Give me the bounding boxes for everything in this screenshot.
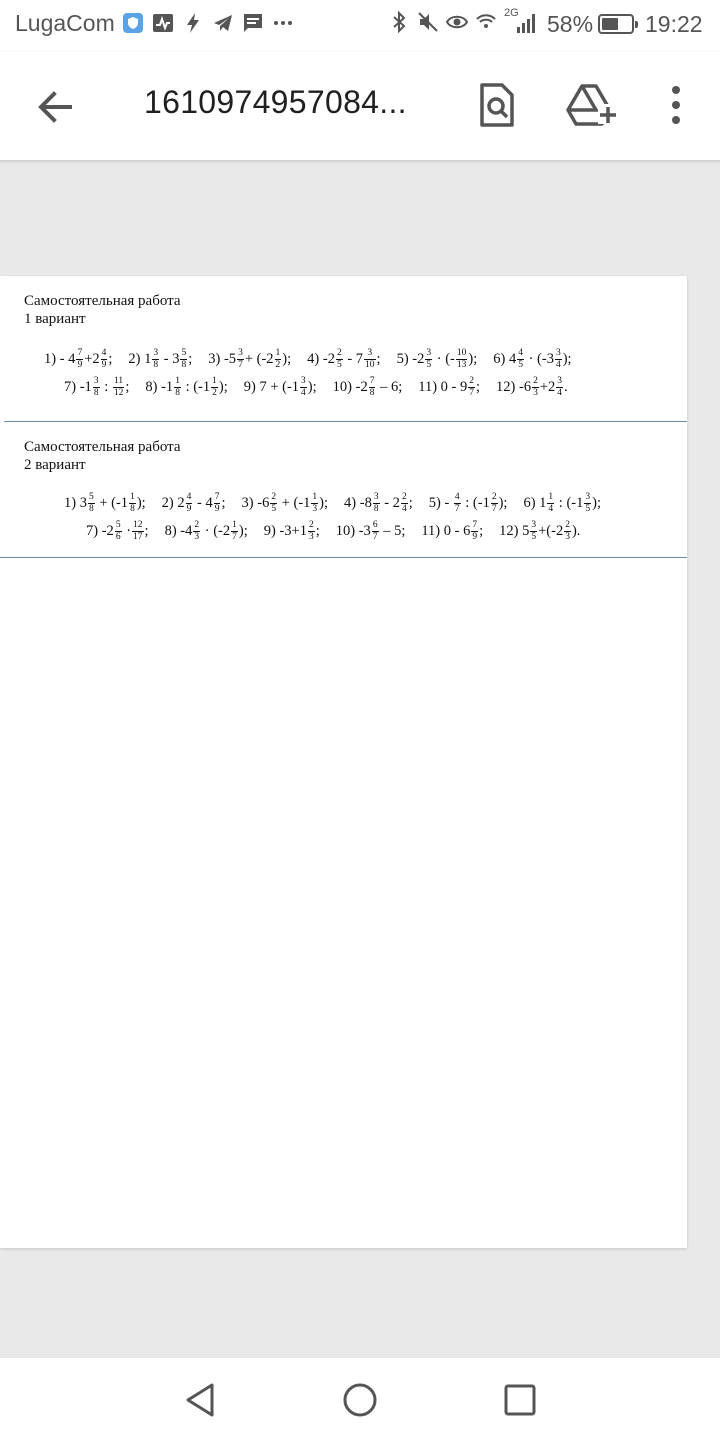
exercise-number: 10) <box>335 522 359 539</box>
fraction-denominator: 8 <box>373 504 379 514</box>
fraction <box>180 348 187 371</box>
exercise-text: + (-2 <box>244 350 274 367</box>
exercise-number: 4) <box>344 494 360 511</box>
exercise-number: 1) <box>44 350 60 367</box>
telegram-icon <box>212 12 234 34</box>
exercise-text: - 2 <box>380 494 400 511</box>
exercise-text: +2 <box>539 378 556 395</box>
exercise-text: - <box>444 494 453 511</box>
exercise-text: ); <box>592 494 601 511</box>
exercise-item <box>161 492 226 514</box>
fraction <box>275 348 282 371</box>
fraction <box>456 348 468 371</box>
exercise-number: 10) <box>332 378 356 395</box>
fraction-numerator: 2 <box>336 348 342 358</box>
fraction <box>115 520 122 543</box>
fraction-denominator: 8 <box>130 504 135 514</box>
fraction <box>425 348 432 371</box>
fraction-numerator: 1 <box>232 520 237 530</box>
fraction <box>76 348 83 371</box>
exercise-item <box>164 520 248 542</box>
exercise-number: 4) <box>307 350 323 367</box>
battery-fill <box>602 18 618 30</box>
variant-1-heading <box>24 292 181 328</box>
exercise-text: ); <box>498 494 508 511</box>
fraction-numerator: 3 <box>367 348 373 358</box>
fraction-numerator: 3 <box>373 492 379 502</box>
exercise-text: ; <box>408 494 413 511</box>
fraction <box>454 492 461 515</box>
fraction-numerator: 5 <box>115 520 121 530</box>
fraction <box>300 376 307 399</box>
exercise-text: 1 <box>539 494 547 511</box>
fraction <box>373 492 380 515</box>
exercise-text: -6 <box>519 378 532 395</box>
fraction-denominator: 3 <box>308 532 314 542</box>
fraction-numerator: 2 <box>401 492 407 502</box>
exercise-text: +(-2 <box>538 522 564 539</box>
fraction-denominator: 17 <box>133 532 143 542</box>
exercise-text: 4 <box>508 350 517 367</box>
fraction-numerator: 4 <box>454 492 460 502</box>
exercise-text: 7 + (-1 <box>259 378 300 395</box>
exercise-number: 3) <box>241 494 258 511</box>
fraction-denominator: 4 <box>301 388 306 398</box>
exercise-text: ); <box>238 522 248 539</box>
exercise-text: : (-1 <box>461 494 490 511</box>
fraction-denominator: 9 <box>472 532 478 542</box>
fraction <box>152 348 159 371</box>
exercise-text: ; <box>144 522 149 539</box>
fraction-denominator: 5 <box>271 504 277 514</box>
exercise-text: ; <box>479 522 484 539</box>
navigation-bar <box>0 1358 720 1440</box>
fraction-denominator: 3 <box>533 388 538 398</box>
fraction-denominator: 6 <box>115 532 121 542</box>
fraction-denominator: 5 <box>336 360 342 370</box>
exercise-text: · (- <box>433 350 455 367</box>
fraction-denominator: 9 <box>214 504 220 514</box>
variant-heading-number: 2 вариант <box>24 457 86 473</box>
exercise-item <box>418 376 481 398</box>
battery-percent: 58% <box>547 11 594 37</box>
status-bar <box>0 0 720 52</box>
exercise-number: 12) <box>496 378 520 395</box>
fraction <box>336 348 343 371</box>
fraction-denominator: 7 <box>491 504 497 514</box>
fraction-numerator: 5 <box>88 492 94 502</box>
exercise-number: 8) <box>145 378 162 395</box>
variant-heading-number: 1 вариант <box>24 311 86 327</box>
fraction <box>372 520 379 543</box>
exercise-text: ); <box>136 494 146 511</box>
exercise-text: + (-1 <box>278 494 311 511</box>
fraction-denominator: 4 <box>401 504 407 514</box>
fraction-numerator: 7 <box>77 348 83 358</box>
exercise-text: · (-3 <box>524 350 554 367</box>
fraction-numerator: 3 <box>238 348 243 358</box>
fraction-numerator: 7 <box>214 492 220 502</box>
fraction-denominator: 5 <box>585 504 591 514</box>
fraction-denominator: 3 <box>194 532 200 542</box>
exercise-item <box>428 492 508 514</box>
battery-icon <box>598 14 634 34</box>
fraction-denominator: 5 <box>426 360 432 370</box>
notification-icons <box>122 12 294 34</box>
fraction-denominator: 8 <box>88 504 94 514</box>
exercise-number: 8) <box>164 522 181 539</box>
app-bar <box>0 52 720 161</box>
fraction <box>214 492 221 515</box>
nav-home-icon[interactable] <box>340 1380 380 1420</box>
exercise-text: · <box>122 522 132 539</box>
exercise-text: ; <box>188 350 193 367</box>
exercise-text: -2 <box>322 350 335 367</box>
exercise-item <box>44 348 113 370</box>
exercise-item <box>128 348 193 370</box>
fraction <box>113 376 125 399</box>
fraction <box>88 492 95 515</box>
exercise-text: -2 <box>355 378 368 395</box>
exercise-text: -3 <box>358 522 371 539</box>
fraction-numerator: 1 <box>548 492 554 502</box>
fraction-numerator: 1 <box>130 492 135 502</box>
fraction <box>471 520 478 543</box>
fraction-numerator: 7 <box>369 376 375 386</box>
fraction-numerator: 2 <box>491 492 497 502</box>
fraction-numerator: 4 <box>518 348 523 358</box>
variant-heading-title: Самостоятельная работа <box>24 293 181 309</box>
fraction-numerator: 4 <box>186 492 192 502</box>
exercise-number: 12) <box>499 522 523 539</box>
variant-2-heading <box>24 438 181 474</box>
exercise-item <box>241 492 329 514</box>
exercise-item <box>335 520 406 542</box>
carrier-name: LugaCom <box>15 10 115 36</box>
fraction-numerator: 5 <box>181 348 187 358</box>
fraction-numerator: 1 <box>275 348 281 358</box>
exercise-text: -2 <box>101 522 114 539</box>
exercise-text: -6 <box>257 494 270 511</box>
fraction <box>555 348 562 371</box>
fraction-numerator: 3 <box>426 348 432 358</box>
fraction <box>530 520 537 543</box>
exercise-text: 1 <box>144 350 152 367</box>
exercise-number: 9) <box>243 378 260 395</box>
fraction-numerator: 2 <box>194 520 200 530</box>
fraction <box>174 376 181 399</box>
exercise-text: ; <box>108 350 113 367</box>
fraction <box>129 492 136 515</box>
fraction-denominator: 7 <box>469 388 475 398</box>
fraction-denominator: 7 <box>232 532 237 542</box>
fraction-denominator: 7 <box>454 504 460 514</box>
exercise-text: -4 <box>180 522 193 539</box>
fraction-numerator: 11 <box>114 376 124 386</box>
fraction-numerator: 1 <box>175 376 180 386</box>
shield-app-icon <box>122 12 144 34</box>
fraction <box>564 520 571 543</box>
exercise-text: . <box>564 378 568 395</box>
exercise-text: ). <box>571 522 581 539</box>
variant-2-row-2 <box>86 520 596 543</box>
fraction-denominator: 4 <box>555 360 561 370</box>
variant-heading-title: Самостоятельная работа <box>24 439 181 455</box>
fraction <box>231 520 238 543</box>
exercise-number: 6) <box>493 350 509 367</box>
fraction <box>491 492 498 515</box>
fraction-numerator: 6 <box>372 520 378 530</box>
fraction-denominator: 4 <box>548 504 554 514</box>
fraction <box>468 376 475 399</box>
signal-icon <box>504 7 538 33</box>
exercise-text: : (-1 <box>181 378 211 395</box>
fraction-numerator: 2 <box>271 492 277 502</box>
fraction <box>237 348 244 371</box>
exercise-text: ); <box>307 378 317 395</box>
fraction-denominator: 4 <box>557 388 563 398</box>
back-arrow-icon[interactable] <box>30 82 80 132</box>
exercise-text: +2 <box>84 350 100 367</box>
fraction <box>193 520 200 543</box>
exercise-item <box>64 492 146 514</box>
nav-recents-icon[interactable] <box>500 1380 540 1420</box>
exercise-text: ); <box>282 350 292 367</box>
fraction-numerator: 4 <box>101 348 107 358</box>
fraction <box>186 492 193 515</box>
fraction-denominator: 7 <box>372 532 378 542</box>
exercise-text: 2 <box>177 494 185 511</box>
nav-back-icon[interactable] <box>180 1380 220 1420</box>
wifi-icon <box>475 11 497 33</box>
fraction-denominator: 7 <box>238 360 243 370</box>
exercise-number: 7) <box>64 378 80 395</box>
exercise-item <box>307 348 381 370</box>
exercise-text: : <box>100 378 112 395</box>
exercise-text: 5 <box>522 522 530 539</box>
fraction-numerator: 1 <box>312 492 318 502</box>
exercise-item <box>523 492 601 514</box>
exercise-text: ; <box>125 378 130 395</box>
more-vertical-icon[interactable] <box>660 82 692 128</box>
exercise-number: 5) <box>428 494 445 511</box>
fraction-numerator: 3 <box>301 376 306 386</box>
exercise-text: ; <box>221 494 226 511</box>
fraction-denominator: 2 <box>275 360 281 370</box>
fraction-denominator: 2 <box>212 388 217 398</box>
exercise-item <box>243 376 317 398</box>
signal-label: 2G <box>504 7 519 19</box>
fraction-denominator: 9 <box>101 360 107 370</box>
variant-1-row-1 <box>44 348 588 371</box>
exercise-text: ); <box>468 350 478 367</box>
exercise-text: -8 <box>359 494 372 511</box>
fraction-numerator: 2 <box>533 376 538 386</box>
mute-icon <box>417 11 439 33</box>
fraction-numerator: 3 <box>531 520 537 530</box>
exercise-text: -5 <box>223 350 237 367</box>
fraction-denominator: 9 <box>186 504 192 514</box>
exercise-number: 2) <box>161 494 178 511</box>
fraction <box>211 376 218 399</box>
exercise-text: 3 <box>79 494 87 511</box>
exercise-number: 7) <box>86 522 102 539</box>
fraction-numerator: 3 <box>557 376 563 386</box>
exercise-text: 0 - 6 <box>443 522 471 539</box>
eye-icon <box>446 11 468 33</box>
fraction <box>517 348 524 371</box>
exercise-number: 5) <box>396 350 413 367</box>
exercise-text: -2 <box>412 350 425 367</box>
fraction-numerator: 2 <box>565 520 570 530</box>
exercise-item <box>493 348 572 370</box>
bluetooth-icon <box>388 11 410 33</box>
fraction-denominator: 8 <box>153 360 159 370</box>
fraction-denominator: 3 <box>565 532 570 542</box>
exercise-text: ; <box>476 378 481 395</box>
add-to-drive-icon[interactable] <box>566 82 618 128</box>
exercise-text: · (-2 <box>201 522 231 539</box>
fraction <box>308 520 315 543</box>
fraction-denominator: 13 <box>456 360 467 370</box>
document-title: 1610974957084... <box>144 84 407 120</box>
exercise-item <box>396 348 478 370</box>
fraction-denominator: 12 <box>113 388 124 398</box>
variant-1-row-2 <box>64 376 584 399</box>
fraction-denominator: 8 <box>93 388 99 398</box>
fraction <box>132 520 144 543</box>
exercise-item <box>421 520 484 542</box>
fraction-numerator: 3 <box>153 348 159 358</box>
section-divider <box>4 421 687 422</box>
fraction-numerator: 1 <box>212 376 217 386</box>
fraction-denominator: 8 <box>181 360 187 370</box>
fraction-numerator: 12 <box>133 520 143 530</box>
exercise-item <box>332 376 403 398</box>
exercise-item <box>263 520 320 542</box>
exercise-text: – 5; <box>379 522 406 539</box>
exercise-text: ; <box>315 522 320 539</box>
fraction <box>401 492 408 515</box>
fraction <box>93 376 100 399</box>
bolt-icon <box>182 12 204 34</box>
fraction <box>584 492 591 515</box>
fraction <box>101 348 108 371</box>
exercise-item <box>496 376 568 398</box>
exercise-text: + (-1 <box>95 494 129 511</box>
more-notifications-icon <box>272 12 294 34</box>
exercise-text: -1 <box>161 378 174 395</box>
fraction-denominator: 10 <box>365 360 375 370</box>
exercise-text: 0 - 9 <box>440 378 468 395</box>
document-page[interactable] <box>0 276 687 1248</box>
exercise-number: 9) <box>263 522 280 539</box>
fraction-numerator: 3 <box>585 492 591 502</box>
fraction-numerator: 2 <box>469 376 475 386</box>
message-icon <box>242 12 264 34</box>
fraction-numerator: 2 <box>308 520 314 530</box>
exercise-text: - 4 <box>59 350 76 367</box>
find-in-document-icon[interactable] <box>474 82 520 128</box>
activity-icon <box>152 12 174 34</box>
fraction <box>556 376 563 399</box>
exercise-text: – 6; <box>376 378 403 395</box>
exercise-text: - 7 <box>343 350 364 367</box>
fraction-denominator: 5 <box>531 532 537 542</box>
fraction <box>547 492 554 515</box>
fraction-numerator: 3 <box>555 348 561 358</box>
fraction-denominator: 9 <box>77 360 83 370</box>
exercise-text: ; <box>376 350 381 367</box>
exercise-text: ); <box>319 494 329 511</box>
exercise-item <box>499 520 581 542</box>
system-icons <box>388 7 538 33</box>
fraction <box>270 492 277 515</box>
exercise-number: 2) <box>128 350 145 367</box>
exercise-item <box>64 376 130 398</box>
fraction <box>369 376 376 399</box>
fraction-denominator: 8 <box>175 388 180 398</box>
exercise-text: ); <box>562 350 572 367</box>
fraction-denominator: 5 <box>518 360 523 370</box>
exercise-item <box>145 376 228 398</box>
exercise-text: : (-1 <box>555 494 584 511</box>
exercise-number: 3) <box>208 350 224 367</box>
variant-2-row-1 <box>64 492 617 515</box>
fraction-numerator: 7 <box>472 520 478 530</box>
fraction-numerator: 3 <box>93 376 99 386</box>
fraction-denominator: 8 <box>369 388 375 398</box>
exercise-text: - 3 <box>160 350 180 367</box>
clock: 19:22 <box>645 11 703 37</box>
section-divider <box>0 557 687 558</box>
exercise-item <box>344 492 413 514</box>
fraction <box>532 376 539 399</box>
exercise-text: -1 <box>79 378 92 395</box>
exercise-item <box>208 348 292 370</box>
exercise-number: 11) <box>421 522 444 539</box>
exercise-number: 11) <box>418 378 441 395</box>
exercise-text: ); <box>218 378 228 395</box>
exercise-item <box>86 520 149 542</box>
exercise-text: - 4 <box>193 494 213 511</box>
exercise-text: -3+1 <box>279 522 307 539</box>
exercise-number: 1) <box>64 494 80 511</box>
exercise-number: 6) <box>523 494 540 511</box>
fraction-numerator: 10 <box>456 348 467 358</box>
fraction-denominator: 3 <box>312 504 318 514</box>
fraction <box>364 348 376 371</box>
fraction <box>311 492 318 515</box>
